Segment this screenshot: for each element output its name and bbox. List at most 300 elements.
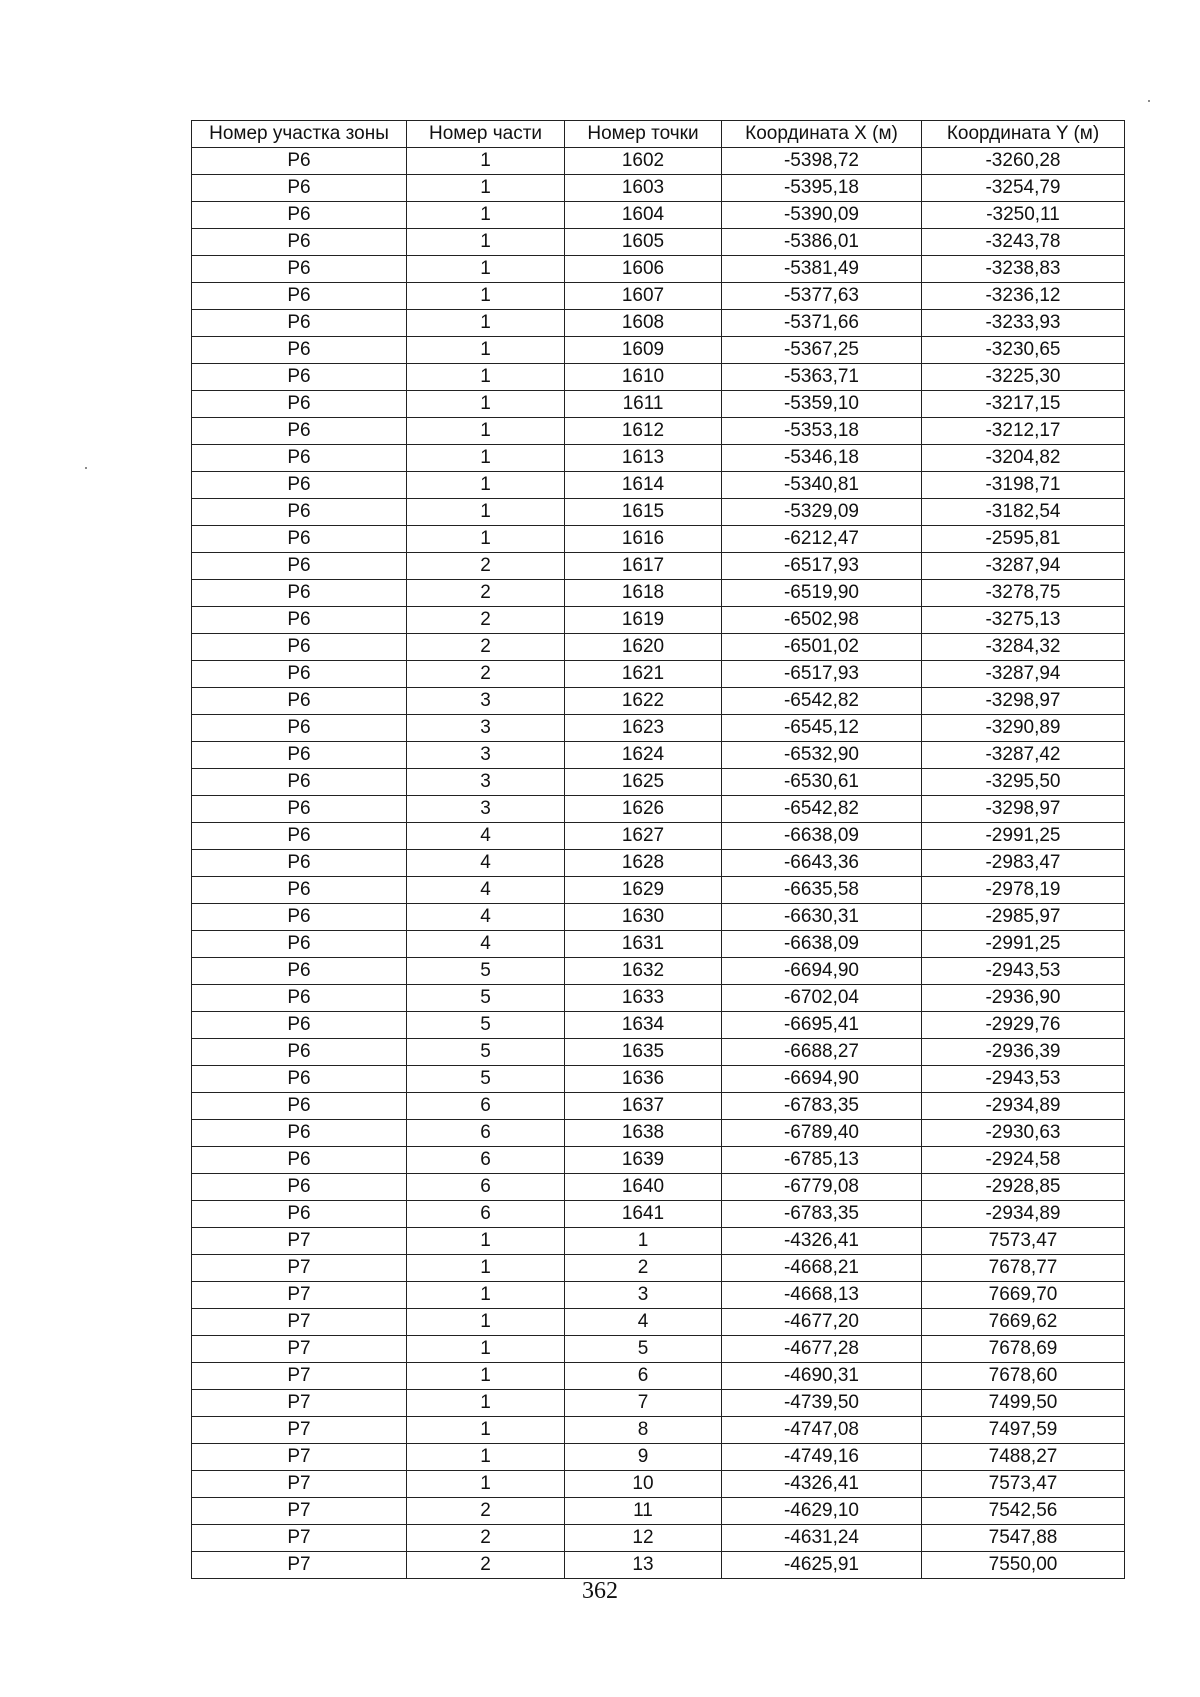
table-row	[192, 1444, 1125, 1471]
table-row	[192, 796, 1125, 823]
coordinate-x-cell: -5363,71	[722, 364, 922, 391]
zone-section-cell: Р6	[192, 580, 407, 607]
point-number-cell: 1613	[565, 445, 722, 472]
coordinate-x-cell: -5386,01	[722, 229, 922, 256]
coordinate-x-cell: -4668,21	[722, 1255, 922, 1282]
part-number-cell: 4	[407, 877, 565, 904]
part-number-cell: 2	[407, 553, 565, 580]
zone-section-cell: Р7	[192, 1228, 407, 1255]
zone-section-cell: Р6	[192, 229, 407, 256]
point-number-cell: 1616	[565, 526, 722, 553]
part-number-cell: 1	[407, 418, 565, 445]
coordinate-x-cell: -6702,04	[722, 985, 922, 1012]
coordinate-y-cell: -3278,75	[922, 580, 1125, 607]
zone-section-cell: Р6	[192, 1066, 407, 1093]
part-number-cell: 5	[407, 985, 565, 1012]
point-number-cell: 11	[565, 1498, 722, 1525]
coordinate-y-cell: -2991,25	[922, 823, 1125, 850]
point-number-cell: 1623	[565, 715, 722, 742]
point-number-cell: 1631	[565, 931, 722, 958]
table-row	[192, 553, 1125, 580]
coordinate-x-cell: -6630,31	[722, 904, 922, 931]
point-number-cell: 1611	[565, 391, 722, 418]
table-row	[192, 1390, 1125, 1417]
table-row	[192, 1552, 1125, 1579]
table-row	[192, 1093, 1125, 1120]
table-row	[192, 958, 1125, 985]
coordinate-x-cell: -5340,81	[722, 472, 922, 499]
zone-section-cell: Р6	[192, 553, 407, 580]
table-row	[192, 823, 1125, 850]
scan-speck	[1148, 100, 1150, 102]
point-number-cell: 9	[565, 1444, 722, 1471]
zone-section-cell: Р6	[192, 1012, 407, 1039]
table-row	[192, 688, 1125, 715]
header-row	[192, 121, 1125, 148]
coordinate-y-cell: 7678,60	[922, 1363, 1125, 1390]
point-number-cell: 1624	[565, 742, 722, 769]
zone-section-cell: Р6	[192, 256, 407, 283]
coordinate-x-cell: -4326,41	[722, 1471, 922, 1498]
coordinate-y-cell: -2985,97	[922, 904, 1125, 931]
coordinate-y-cell: -2929,76	[922, 1012, 1125, 1039]
coordinate-x-cell: -6694,90	[722, 1066, 922, 1093]
coordinate-x-cell: -5381,49	[722, 256, 922, 283]
part-number-cell: 5	[407, 1066, 565, 1093]
coordinate-y-cell: 7678,77	[922, 1255, 1125, 1282]
coordinate-y-cell: -3238,83	[922, 256, 1125, 283]
zone-section-cell: Р6	[192, 904, 407, 931]
coordinate-x-cell: -5353,18	[722, 418, 922, 445]
coordinate-y-cell: -2936,90	[922, 985, 1125, 1012]
point-number-cell: 1638	[565, 1120, 722, 1147]
table-row	[192, 1471, 1125, 1498]
zone-section-cell: Р6	[192, 661, 407, 688]
coordinate-y-cell: -3243,78	[922, 229, 1125, 256]
zone-section-cell: Р6	[192, 1120, 407, 1147]
part-number-cell: 3	[407, 715, 565, 742]
coordinate-y-cell: -3287,94	[922, 661, 1125, 688]
part-number-cell: 1	[407, 175, 565, 202]
zone-section-cell: Р7	[192, 1282, 407, 1309]
coordinate-x-cell: -6643,36	[722, 850, 922, 877]
coordinate-y-cell: -3287,94	[922, 553, 1125, 580]
coordinate-y-cell: 7678,69	[922, 1336, 1125, 1363]
coordinate-y-cell: 7488,27	[922, 1444, 1125, 1471]
coordinate-x-cell: -6517,93	[722, 661, 922, 688]
coordinates-table	[191, 120, 1125, 1579]
zone-section-cell: Р6	[192, 715, 407, 742]
coordinate-x-cell: -4690,31	[722, 1363, 922, 1390]
point-number-cell: 1610	[565, 364, 722, 391]
part-number-cell: 2	[407, 1552, 565, 1579]
point-number-cell: 1630	[565, 904, 722, 931]
coordinate-x-cell: -5398,72	[722, 148, 922, 175]
coordinate-x-cell: -6688,27	[722, 1039, 922, 1066]
table-row	[192, 1174, 1125, 1201]
part-number-cell: 1	[407, 1444, 565, 1471]
point-number-cell: 1602	[565, 148, 722, 175]
coordinate-x-cell: -6694,90	[722, 958, 922, 985]
coordinate-x-cell: -6789,40	[722, 1120, 922, 1147]
part-number-cell: 1	[407, 256, 565, 283]
coordinate-y-cell: -3260,28	[922, 148, 1125, 175]
table-row	[192, 1201, 1125, 1228]
coordinate-x-cell: -6783,35	[722, 1201, 922, 1228]
point-number-cell: 1633	[565, 985, 722, 1012]
point-number-cell: 1641	[565, 1201, 722, 1228]
point-number-cell: 2	[565, 1255, 722, 1282]
point-number-cell: 13	[565, 1552, 722, 1579]
point-number-cell: 1	[565, 1228, 722, 1255]
part-number-cell: 4	[407, 931, 565, 958]
table-row	[192, 1012, 1125, 1039]
zone-section-cell: Р7	[192, 1552, 407, 1579]
table-row	[192, 715, 1125, 742]
coordinate-y-cell: -3198,71	[922, 472, 1125, 499]
coordinate-x-cell: -6502,98	[722, 607, 922, 634]
coordinate-x-cell: -6545,12	[722, 715, 922, 742]
table-row	[192, 1282, 1125, 1309]
coordinate-y-cell: -3182,54	[922, 499, 1125, 526]
part-number-cell: 4	[407, 823, 565, 850]
coordinate-y-cell: 7573,47	[922, 1228, 1125, 1255]
zone-section-cell: Р7	[192, 1471, 407, 1498]
point-number-cell: 1612	[565, 418, 722, 445]
zone-section-cell: Р6	[192, 607, 407, 634]
coordinate-y-cell: 7669,70	[922, 1282, 1125, 1309]
point-number-cell: 7	[565, 1390, 722, 1417]
part-number-cell: 1	[407, 1417, 565, 1444]
part-number-cell: 4	[407, 850, 565, 877]
table-row	[192, 1309, 1125, 1336]
table-row	[192, 1363, 1125, 1390]
part-number-cell: 3	[407, 796, 565, 823]
coordinate-y-cell: -2983,47	[922, 850, 1125, 877]
point-number-cell: 1604	[565, 202, 722, 229]
point-number-cell: 1622	[565, 688, 722, 715]
table-row	[192, 445, 1125, 472]
coordinate-y-cell: 7497,59	[922, 1417, 1125, 1444]
point-number-cell: 1627	[565, 823, 722, 850]
coordinate-x-cell: -6517,93	[722, 553, 922, 580]
table-row	[192, 1525, 1125, 1552]
table-row	[192, 337, 1125, 364]
zone-section-cell: Р6	[192, 499, 407, 526]
table-row	[192, 1228, 1125, 1255]
zone-section-cell: Р6	[192, 823, 407, 850]
coordinate-x-cell: -4677,28	[722, 1336, 922, 1363]
point-number-cell: 1626	[565, 796, 722, 823]
table-row	[192, 229, 1125, 256]
coordinate-x-cell: -4677,20	[722, 1309, 922, 1336]
part-number-cell: 3	[407, 688, 565, 715]
coordinate-x-cell: -6212,47	[722, 526, 922, 553]
zone-section-cell: Р6	[192, 175, 407, 202]
coordinate-x-cell: -5377,63	[722, 283, 922, 310]
coordinate-x-cell: -6519,90	[722, 580, 922, 607]
part-number-cell: 2	[407, 1525, 565, 1552]
coordinate-x-cell: -6542,82	[722, 796, 922, 823]
coordinate-x-cell: -4625,91	[722, 1552, 922, 1579]
point-number-cell: 1618	[565, 580, 722, 607]
zone-section-cell: Р6	[192, 310, 407, 337]
coordinate-y-cell: -2934,89	[922, 1093, 1125, 1120]
zone-section-cell: Р7	[192, 1498, 407, 1525]
page-number: 362	[582, 1578, 618, 1604]
coordinate-x-cell: -4326,41	[722, 1228, 922, 1255]
coordinate-y-cell: -3295,50	[922, 769, 1125, 796]
part-number-cell: 1	[407, 526, 565, 553]
coordinate-y-cell: -2934,89	[922, 1201, 1125, 1228]
point-number-cell: 1603	[565, 175, 722, 202]
zone-section-cell: Р7	[192, 1525, 407, 1552]
coordinate-y-cell: -2943,53	[922, 958, 1125, 985]
part-number-cell: 6	[407, 1174, 565, 1201]
table-row	[192, 283, 1125, 310]
coordinate-x-cell: -4749,16	[722, 1444, 922, 1471]
point-number-cell: 12	[565, 1525, 722, 1552]
scan-speck	[85, 467, 87, 469]
table-row	[192, 1039, 1125, 1066]
coordinate-x-cell: -6695,41	[722, 1012, 922, 1039]
part-number-cell: 1	[407, 472, 565, 499]
part-number-cell: 1	[407, 1255, 565, 1282]
coordinate-y-cell: -3236,12	[922, 283, 1125, 310]
point-number-cell: 1615	[565, 499, 722, 526]
zone-section-cell: Р7	[192, 1309, 407, 1336]
coordinate-y-cell: -3298,97	[922, 796, 1125, 823]
part-number-cell: 1	[407, 364, 565, 391]
zone-section-cell: Р6	[192, 364, 407, 391]
zone-section-cell: Р6	[192, 850, 407, 877]
coordinate-y-cell: -2930,63	[922, 1120, 1125, 1147]
part-number-cell: 1	[407, 391, 565, 418]
table-row	[192, 985, 1125, 1012]
part-number-cell: 2	[407, 661, 565, 688]
point-number-cell: 1637	[565, 1093, 722, 1120]
point-number-cell: 1634	[565, 1012, 722, 1039]
coordinate-x-cell: -5390,09	[722, 202, 922, 229]
table-row	[192, 1336, 1125, 1363]
coordinate-y-cell: -2595,81	[922, 526, 1125, 553]
point-number-cell: 1609	[565, 337, 722, 364]
zone-section-cell: Р6	[192, 742, 407, 769]
table-row	[192, 742, 1125, 769]
zone-section-cell: Р7	[192, 1363, 407, 1390]
part-number-cell: 1	[407, 1282, 565, 1309]
zone-section-cell: Р7	[192, 1417, 407, 1444]
table-row	[192, 202, 1125, 229]
coordinate-y-cell: -2991,25	[922, 931, 1125, 958]
part-number-cell: 3	[407, 769, 565, 796]
coordinate-y-cell: -3275,13	[922, 607, 1125, 634]
coordinate-y-cell: 7499,50	[922, 1390, 1125, 1417]
table-row	[192, 634, 1125, 661]
part-number-cell: 5	[407, 1012, 565, 1039]
coordinate-y-cell: -3204,82	[922, 445, 1125, 472]
header-part-number: Номер части	[407, 121, 565, 148]
zone-section-cell: Р6	[192, 931, 407, 958]
coordinate-y-cell: -2978,19	[922, 877, 1125, 904]
zone-section-cell: Р6	[192, 391, 407, 418]
point-number-cell: 10	[565, 1471, 722, 1498]
point-number-cell: 1606	[565, 256, 722, 283]
coordinate-x-cell: -4668,13	[722, 1282, 922, 1309]
zone-section-cell: Р6	[192, 526, 407, 553]
coordinate-y-cell: -3290,89	[922, 715, 1125, 742]
zone-section-cell: Р6	[192, 634, 407, 661]
table-row	[192, 1498, 1125, 1525]
zone-section-cell: Р6	[192, 688, 407, 715]
table-row	[192, 310, 1125, 337]
zone-section-cell: Р6	[192, 958, 407, 985]
table-row	[192, 1147, 1125, 1174]
coordinate-y-cell: -3230,65	[922, 337, 1125, 364]
point-number-cell: 1625	[565, 769, 722, 796]
zone-section-cell: Р6	[192, 985, 407, 1012]
header-coordinate-x: Координата X (м)	[722, 121, 922, 148]
table-row	[192, 526, 1125, 553]
point-number-cell: 1635	[565, 1039, 722, 1066]
table-row	[192, 1417, 1125, 1444]
part-number-cell: 5	[407, 1039, 565, 1066]
table-row	[192, 850, 1125, 877]
coordinate-x-cell: -5395,18	[722, 175, 922, 202]
part-number-cell: 1	[407, 229, 565, 256]
coordinate-y-cell: 7573,47	[922, 1471, 1125, 1498]
table-row	[192, 1255, 1125, 1282]
zone-section-cell: Р6	[192, 796, 407, 823]
point-number-cell: 1620	[565, 634, 722, 661]
part-number-cell: 5	[407, 958, 565, 985]
part-number-cell: 1	[407, 1336, 565, 1363]
part-number-cell: 1	[407, 283, 565, 310]
part-number-cell: 1	[407, 148, 565, 175]
zone-section-cell: Р6	[192, 337, 407, 364]
table-body	[192, 148, 1125, 1579]
coordinate-x-cell: -5346,18	[722, 445, 922, 472]
point-number-cell: 1621	[565, 661, 722, 688]
table-row	[192, 175, 1125, 202]
table-row	[192, 769, 1125, 796]
coordinate-y-cell: -2943,53	[922, 1066, 1125, 1093]
zone-section-cell: Р6	[192, 1147, 407, 1174]
point-number-cell: 1639	[565, 1147, 722, 1174]
point-number-cell: 5	[565, 1336, 722, 1363]
coordinate-y-cell: -2924,58	[922, 1147, 1125, 1174]
zone-section-cell: Р7	[192, 1444, 407, 1471]
table-row	[192, 661, 1125, 688]
coordinate-y-cell: -3287,42	[922, 742, 1125, 769]
zone-section-cell: Р6	[192, 1093, 407, 1120]
coordinate-y-cell: 7547,88	[922, 1525, 1125, 1552]
zone-section-cell: Р6	[192, 283, 407, 310]
table-row	[192, 877, 1125, 904]
part-number-cell: 6	[407, 1093, 565, 1120]
zone-section-cell: Р6	[192, 148, 407, 175]
table-row	[192, 607, 1125, 634]
coordinate-x-cell: -6501,02	[722, 634, 922, 661]
part-number-cell: 6	[407, 1147, 565, 1174]
coordinate-y-cell: -2928,85	[922, 1174, 1125, 1201]
coordinate-y-cell: -3233,93	[922, 310, 1125, 337]
coordinate-y-cell: -3298,97	[922, 688, 1125, 715]
table-row	[192, 1066, 1125, 1093]
coordinate-y-cell: 7669,62	[922, 1309, 1125, 1336]
zone-section-cell: Р6	[192, 1039, 407, 1066]
coordinate-y-cell: -3284,32	[922, 634, 1125, 661]
zone-section-cell: Р6	[192, 202, 407, 229]
table-row	[192, 148, 1125, 175]
part-number-cell: 6	[407, 1120, 565, 1147]
coordinate-y-cell: -3212,17	[922, 418, 1125, 445]
part-number-cell: 1	[407, 1471, 565, 1498]
part-number-cell: 2	[407, 1498, 565, 1525]
coordinate-x-cell: -4747,08	[722, 1417, 922, 1444]
zone-section-cell: Р6	[192, 1174, 407, 1201]
coordinate-y-cell: -3225,30	[922, 364, 1125, 391]
header-coordinate-y: Координата Y (м)	[922, 121, 1125, 148]
part-number-cell: 4	[407, 904, 565, 931]
coordinate-y-cell: 7550,00	[922, 1552, 1125, 1579]
coordinate-x-cell: -5359,10	[722, 391, 922, 418]
point-number-cell: 8	[565, 1417, 722, 1444]
part-number-cell: 1	[407, 1309, 565, 1336]
point-number-cell: 1636	[565, 1066, 722, 1093]
coordinate-x-cell: -6530,61	[722, 769, 922, 796]
part-number-cell: 1	[407, 310, 565, 337]
zone-section-cell: Р6	[192, 445, 407, 472]
zone-section-cell: Р7	[192, 1390, 407, 1417]
coordinate-x-cell: -4739,50	[722, 1390, 922, 1417]
point-number-cell: 3	[565, 1282, 722, 1309]
table-row	[192, 391, 1125, 418]
point-number-cell: 1628	[565, 850, 722, 877]
coordinate-x-cell: -6635,58	[722, 877, 922, 904]
coordinate-x-cell: -6779,08	[722, 1174, 922, 1201]
point-number-cell: 6	[565, 1363, 722, 1390]
zone-section-cell: Р6	[192, 472, 407, 499]
part-number-cell: 1	[407, 499, 565, 526]
point-number-cell: 1617	[565, 553, 722, 580]
header-point-number: Номер точки	[565, 121, 722, 148]
zone-section-cell: Р6	[192, 418, 407, 445]
point-number-cell: 4	[565, 1309, 722, 1336]
coordinate-x-cell: -5367,25	[722, 337, 922, 364]
part-number-cell: 1	[407, 202, 565, 229]
zone-section-cell: Р6	[192, 877, 407, 904]
table-row	[192, 931, 1125, 958]
coordinate-x-cell: -6783,35	[722, 1093, 922, 1120]
zone-section-cell: Р6	[192, 1201, 407, 1228]
coordinate-x-cell: -6638,09	[722, 931, 922, 958]
coordinate-y-cell: -3217,15	[922, 391, 1125, 418]
part-number-cell: 2	[407, 580, 565, 607]
zone-section-cell: Р7	[192, 1255, 407, 1282]
coordinate-x-cell: -5371,66	[722, 310, 922, 337]
coordinate-x-cell: -4631,24	[722, 1525, 922, 1552]
table-header	[192, 121, 1125, 148]
zone-section-cell: Р6	[192, 769, 407, 796]
zone-section-cell: Р7	[192, 1336, 407, 1363]
table-row	[192, 499, 1125, 526]
coordinate-x-cell: -6785,13	[722, 1147, 922, 1174]
part-number-cell: 1	[407, 445, 565, 472]
coordinate-x-cell: -5329,09	[722, 499, 922, 526]
coordinate-x-cell: -6532,90	[722, 742, 922, 769]
table-row	[192, 1120, 1125, 1147]
